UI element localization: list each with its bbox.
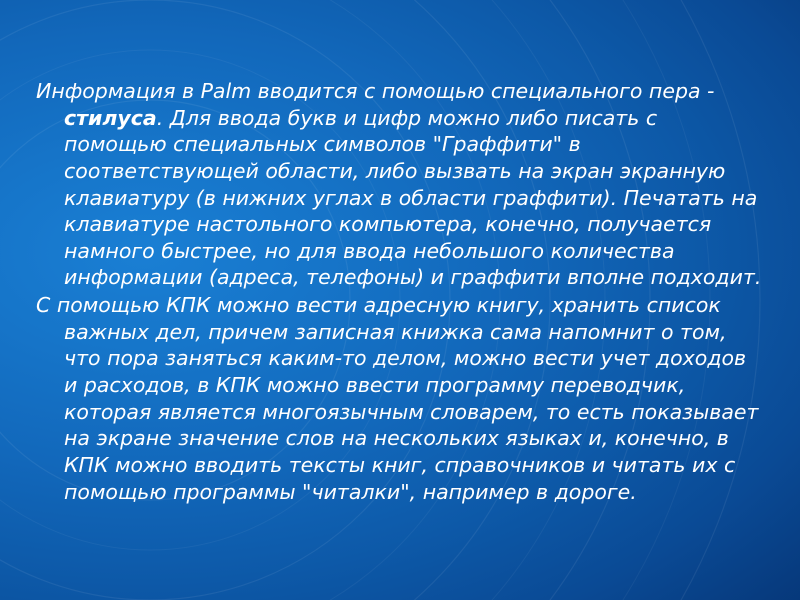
paragraph-2 [36, 292, 764, 505]
paragraph-2-text [36, 292, 764, 505]
paragraph-1-run-3: . Для ввода букв и цифр можно либо писать с помощью специальных символов "Граффити" в соответствующей области, либо вызвать на экран экранную клавиатуру (в нижних углах в области граффити). Печатать на клавиатуре настольного компьютера, конечно, получается намного быстрее, но для ввода небольшого количества информации (адреса, телефоны) и граффити вполне подходит. [64, 105, 762, 290]
paragraph-1-text [36, 78, 764, 291]
paragraph-1 [36, 78, 764, 291]
paragraph-2-run-1: С помощью КПК можно вести адресную книгу, хранить список важных дел, причем записная книжка сама напомнит о том, что пора заняться каким-то делом, можно вести учет доходов и расходов, в КПК можно ввести программу переводчик, которая является многоязычным словарем, то есть показывает на экране значение слов на нескольких языках и, конечно, в КПК можно вводить тексты книг, справочников и читать их с помощью программы "читалки", например в дороге. [36, 293, 759, 504]
paragraph-1-run-1: Информация в Palm вводится с помощью специального пера - [36, 79, 715, 103]
slide-body [36, 78, 764, 506]
bullet-list [36, 78, 764, 505]
paragraph-1-run-2-bold: стилуса [64, 105, 157, 130]
